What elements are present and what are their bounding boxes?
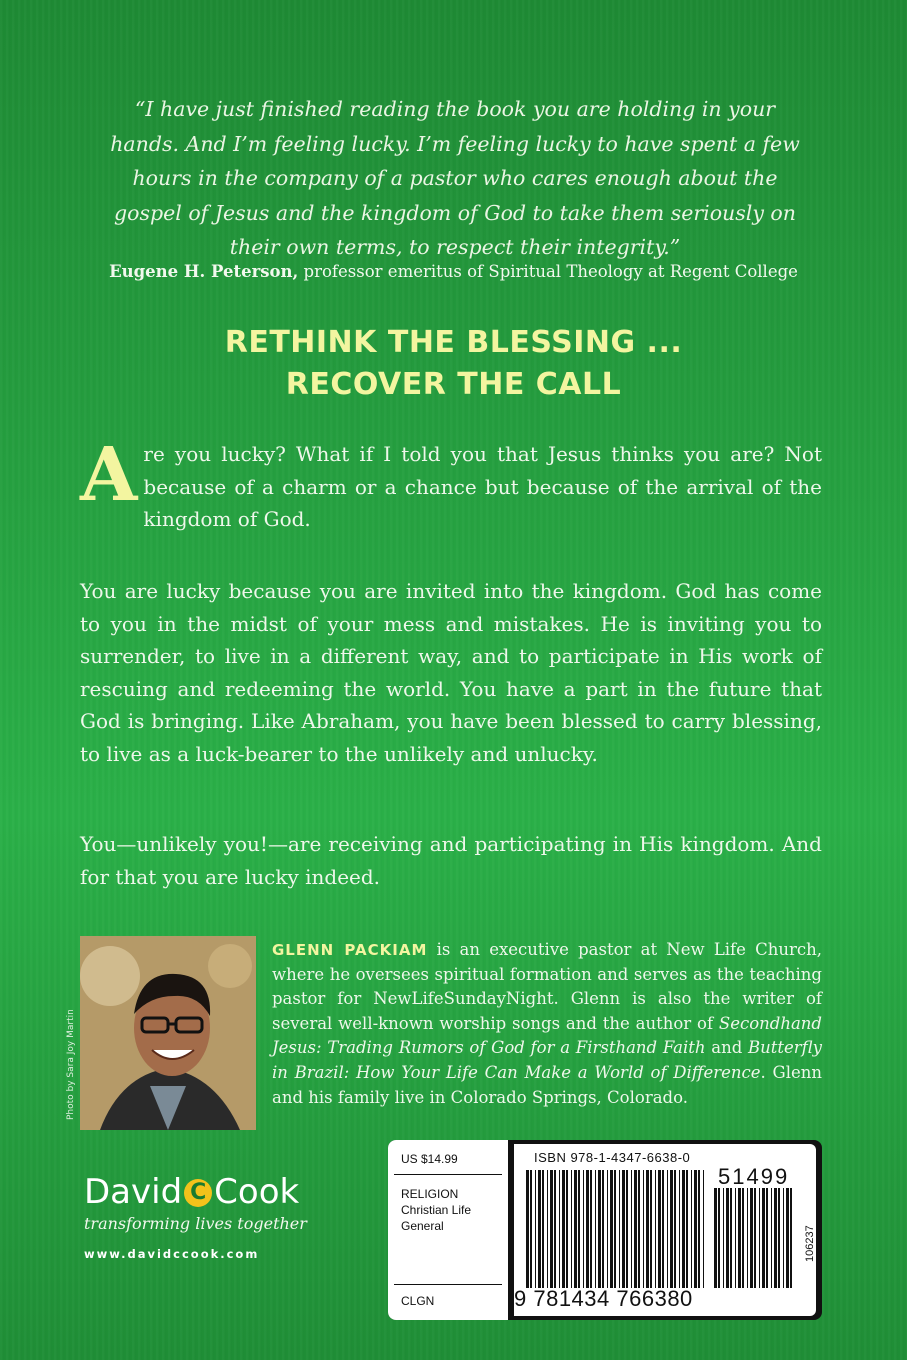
barcode-bar: [614, 1170, 616, 1288]
barcode-bar: [638, 1170, 640, 1288]
barcode-digits: 9 781434 766380: [514, 1286, 693, 1311]
barcode-bar: [686, 1170, 688, 1288]
headline-line-1: RETHINK THE BLESSING ...: [224, 325, 683, 360]
category-line-1: RELIGION: [401, 1187, 459, 1201]
barcode-bar: [559, 1170, 560, 1288]
divider: [394, 1174, 502, 1175]
publisher-logo: [84, 1172, 329, 1212]
barcode-bar: [542, 1170, 544, 1288]
divider: [394, 1284, 502, 1285]
publisher-block: [84, 1172, 329, 1261]
barcode-bar: [566, 1170, 568, 1288]
barcode-bar: [790, 1188, 792, 1288]
bio-text-3: . Glenn and his family live in Colorado Springs, Colorado.: [272, 1062, 822, 1107]
barcode-bar: [610, 1170, 613, 1288]
barcode-bar: [535, 1170, 536, 1288]
barcode-bar: [658, 1170, 661, 1288]
barcode-area: [514, 1144, 816, 1316]
barcode-bar: [554, 1170, 556, 1288]
author-bio: [272, 938, 822, 1110]
barcode-bar: [562, 1170, 565, 1288]
barcode-bar: [762, 1188, 765, 1288]
barcode-bar: [595, 1170, 596, 1288]
barcode-bar: [607, 1170, 608, 1288]
barcode-bar: [747, 1188, 748, 1288]
vertical-code: 106237: [804, 1225, 816, 1262]
barcode-bar: [714, 1188, 717, 1288]
barcode-bar: [670, 1170, 673, 1288]
barcode-bar: [754, 1188, 756, 1288]
drop-cap: A: [80, 432, 138, 518]
author-photo: [80, 936, 256, 1130]
barcode-bar: [679, 1170, 680, 1288]
barcode-bar: [774, 1188, 777, 1288]
endorser-role: professor emeritus of Spiritual Theology at Regent College: [298, 262, 798, 281]
barcode-bar: [578, 1170, 580, 1288]
category: [401, 1186, 471, 1234]
barcode-bar: [574, 1170, 577, 1288]
headline-line-2: RECOVER THE CALL: [285, 367, 622, 402]
barcode-bar: [538, 1170, 541, 1288]
category-line-3: General: [401, 1219, 444, 1233]
barcode-bar: [602, 1170, 604, 1288]
barcode-bar: [674, 1170, 676, 1288]
book-title-2: Butterfly in Brazil: How Your Life Can Make a World of Difference: [272, 1038, 822, 1082]
body-paragraph-2: You are lucky because you are invited into the kingdom. God has come to you in the midst of your mess and mistakes. He is inviting you to surrender, to live in a different way, and to participate in His work of rescuing and redeeming the world. You have a part in the future that God is bringing. Like Abraham, you have been blessed to carry blessing, to live as a luck-bearer to the unlikely and unlucky.: [80, 579, 822, 766]
barcode-bar: [586, 1170, 589, 1288]
category-line-2: Christian Life: [401, 1203, 472, 1217]
barcode-bar: [626, 1170, 628, 1288]
barcode-bar: [547, 1170, 548, 1288]
barcode-bar: [726, 1188, 729, 1288]
addon-barcode: [714, 1188, 794, 1288]
barcode-bar: [634, 1170, 637, 1288]
barcode-bar: [583, 1170, 584, 1288]
barcode-bar: [759, 1188, 760, 1288]
publisher-tagline: transforming lives together: [84, 1214, 307, 1233]
bio-text-2: and: [705, 1038, 748, 1058]
isbn: ISBN 978-1-4347-6638-0: [534, 1150, 691, 1165]
publisher-name-part-1: David: [84, 1172, 183, 1212]
barcode-bar: [646, 1170, 649, 1288]
barcode-bar: [778, 1188, 780, 1288]
endorsement-quote: “I have just finished reading the book you are holding in your hands. And I’m feeling lucky. I’m feeling lucky to have spent a few hours in the company of a pastor who cares enough about the gospel of Jesus and the kingdom of God to take them seriously on their own terms, to respect their integrity.”: [110, 97, 800, 259]
barcode-bar: [550, 1170, 553, 1288]
addon-digits: 51499: [718, 1164, 790, 1189]
barcode-bar: [598, 1170, 601, 1288]
endorser-name: Eugene H. Peterson,: [109, 262, 299, 281]
barcode-bar: [742, 1188, 744, 1288]
barcode-bar: [590, 1170, 592, 1288]
body-paragraph-1: [80, 432, 822, 536]
price-category-box: [388, 1140, 508, 1320]
barcode-panel: [388, 1140, 822, 1320]
headline: [60, 322, 847, 406]
barcode-bar: [783, 1188, 784, 1288]
bio-text-1: is an executive pastor at New Life Church, where he oversees spiritual formation and serves as the teaching pastor for NewLifeSundayNight. Glenn is also the writer of several well-known worship songs and the author of: [272, 940, 823, 1033]
barcode-bar: [643, 1170, 644, 1288]
publisher-c-icon: C: [184, 1179, 212, 1207]
barcode-bar: [530, 1170, 532, 1288]
barcode-bar: [786, 1188, 789, 1288]
barcode-bar: [691, 1170, 692, 1288]
barcode-bar: [631, 1170, 632, 1288]
barcode-bar: [571, 1170, 572, 1288]
barcode-bar: [655, 1170, 656, 1288]
barcode-bar: [622, 1170, 625, 1288]
barcode-bar: [766, 1188, 768, 1288]
ean-barcode: [526, 1170, 706, 1288]
author-name: GLENN PACKIAM: [272, 941, 428, 959]
photo-credit: Photo by Sara Joy Martin: [66, 1009, 76, 1120]
barcode-bar: [738, 1188, 741, 1288]
book-title-1: Secondhand Jesus: Trading Rumors of God for a Firsthand Faith: [272, 1013, 822, 1058]
barcode-bar: [698, 1170, 700, 1288]
barcode-bar: [526, 1170, 529, 1288]
publisher-url: www.davidccook.com: [84, 1247, 260, 1261]
body-paragraph-3: You—unlikely you!—are receiving and participating in His kingdom. And for that you are lucky indeed.: [80, 832, 822, 889]
barcode-bar: [650, 1170, 652, 1288]
body-paragraph-1-text: re you lucky? What if I told you that Jesus thinks you are? Not because of a charm or a chance but because of the arrival of the kingdom of God.: [143, 442, 822, 531]
author-portrait-illustration: [80, 936, 256, 1130]
barcode-bar: [718, 1188, 720, 1288]
barcode-bar: [662, 1170, 664, 1288]
barcode-bar: [735, 1188, 736, 1288]
category-code: CLGN: [401, 1294, 435, 1308]
endorsement-attribution: [60, 262, 847, 281]
publisher-name-part-2: Cook: [214, 1172, 300, 1212]
barcode-bar: [667, 1170, 668, 1288]
barcode-bar: [703, 1170, 704, 1288]
barcode-bar: [619, 1170, 620, 1288]
barcode-bar: [730, 1188, 732, 1288]
barcode-bar: [750, 1188, 753, 1288]
price: US $14.99: [401, 1152, 458, 1166]
barcode-bar: [694, 1170, 697, 1288]
barcode-bar: [723, 1188, 724, 1288]
barcode-bar: [771, 1188, 772, 1288]
barcode-bar: [682, 1170, 685, 1288]
